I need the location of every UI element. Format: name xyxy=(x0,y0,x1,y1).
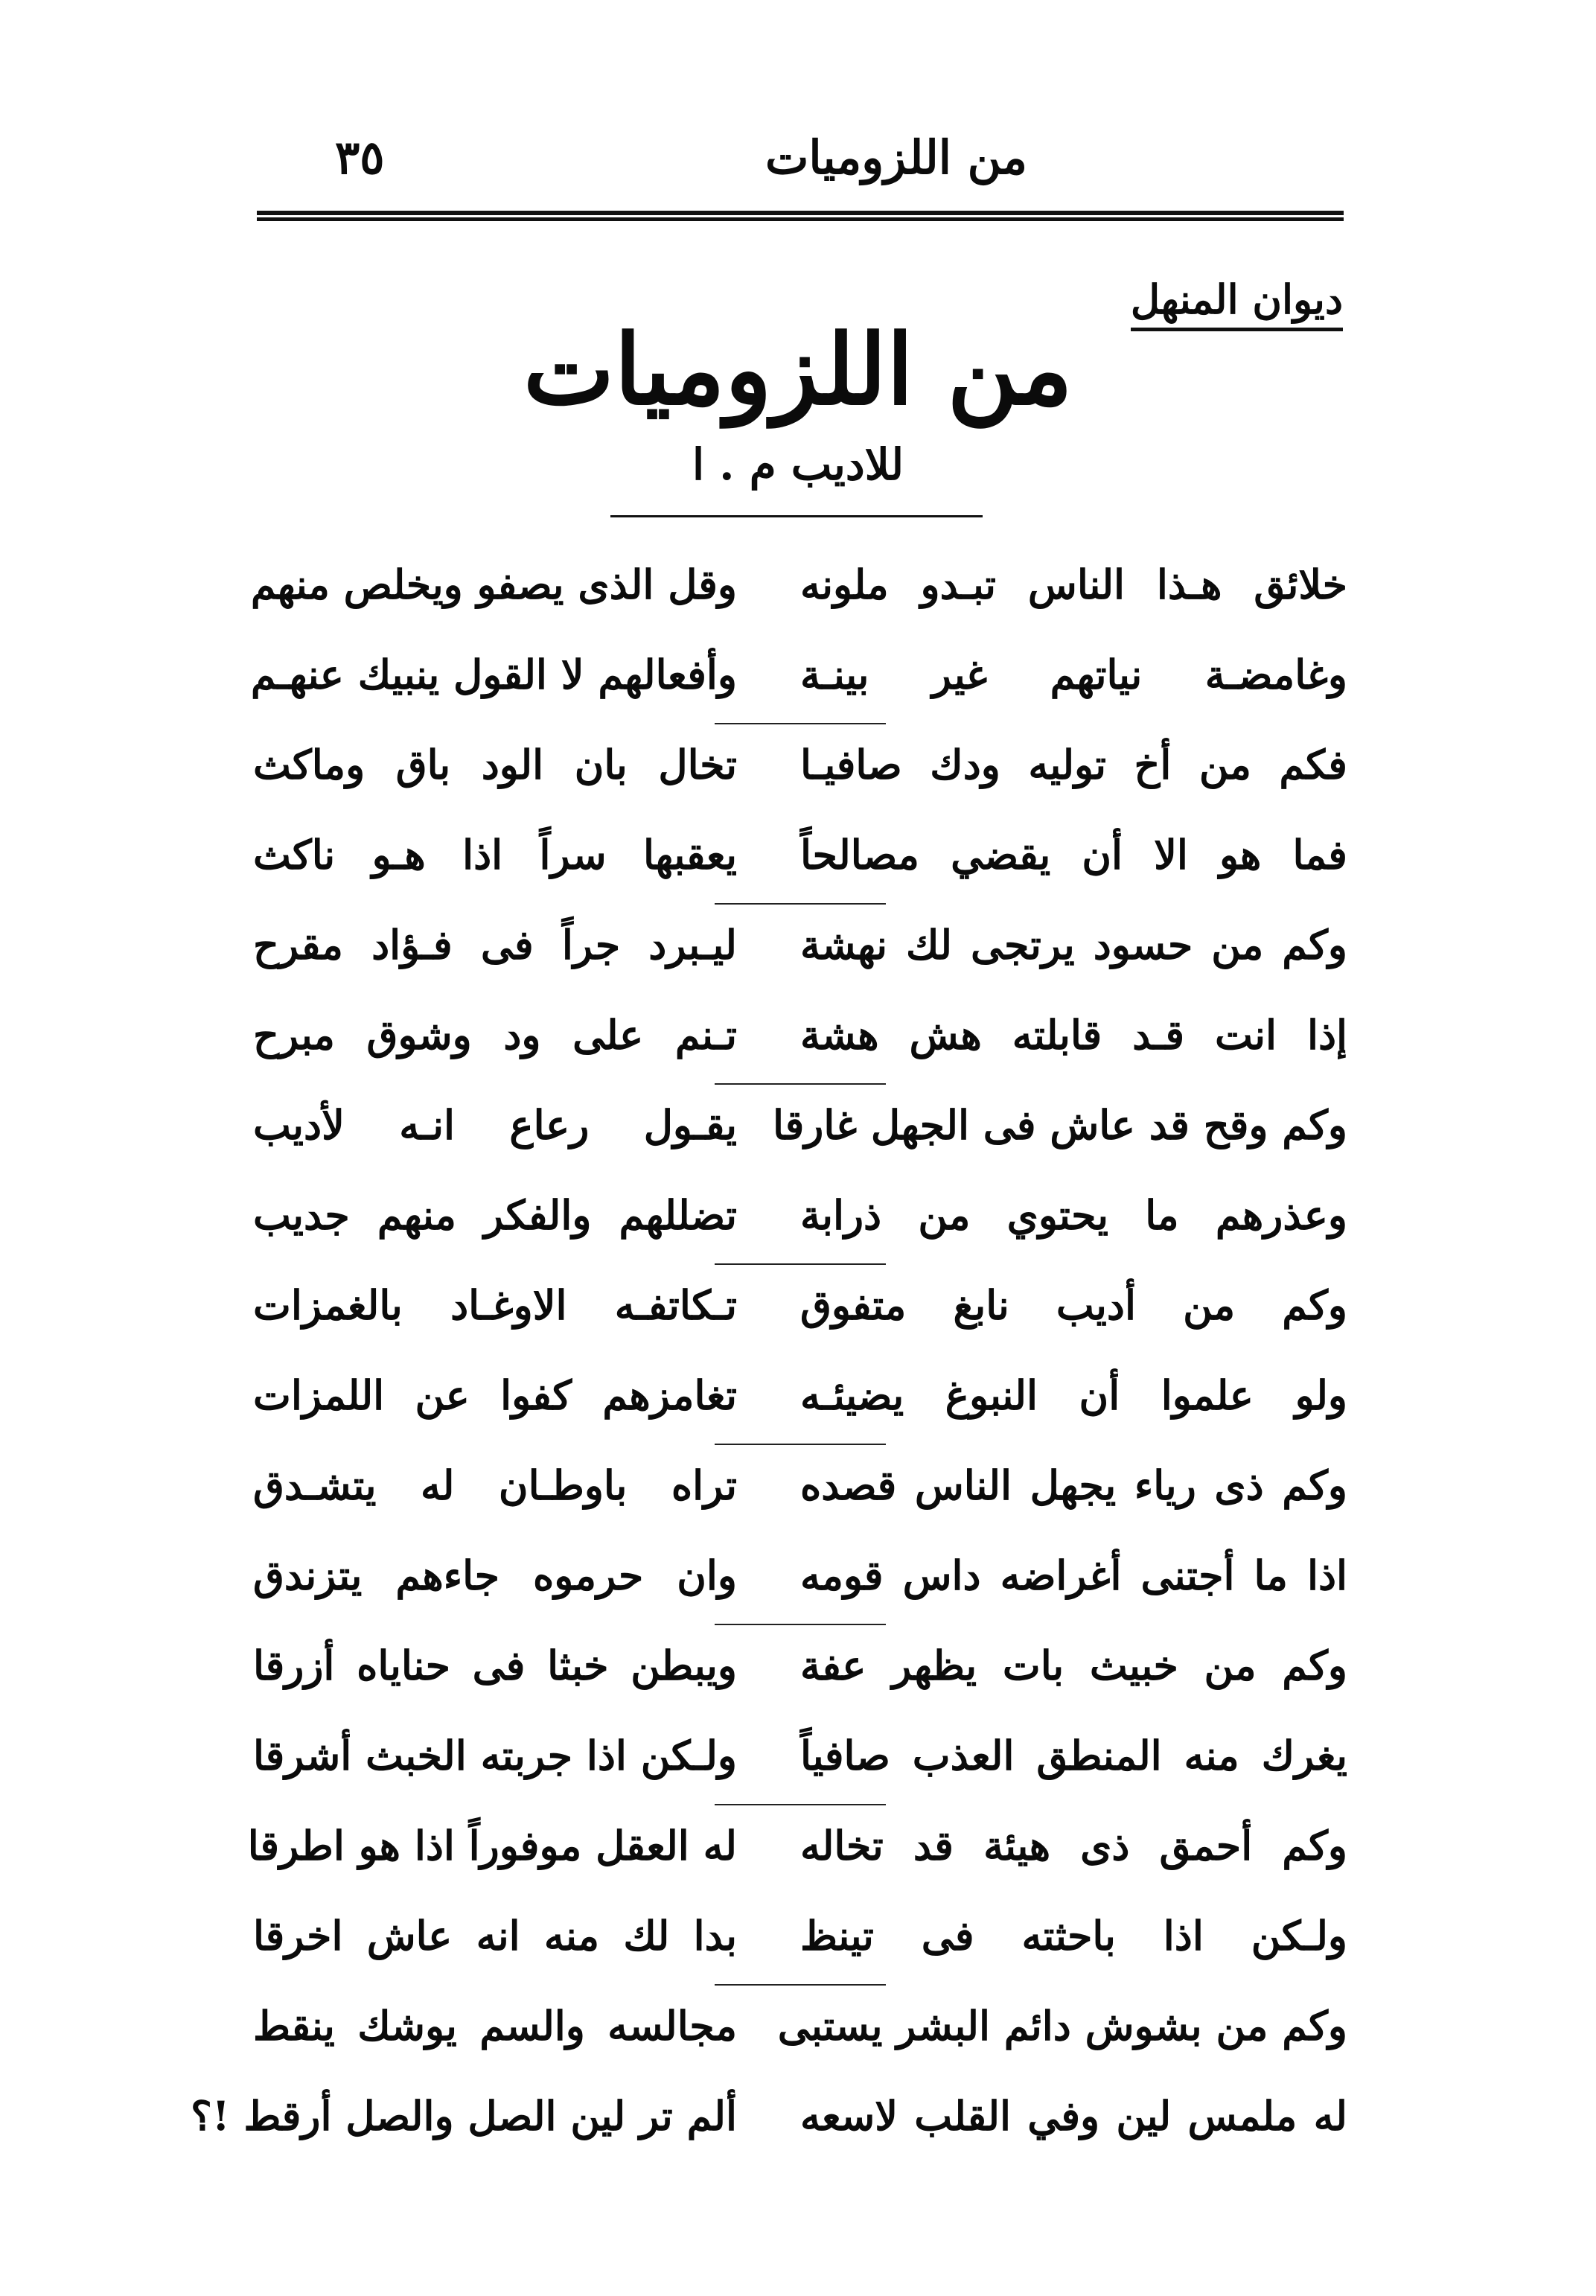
poem-body xyxy=(191,547,1347,2169)
stanza-separator xyxy=(715,1624,886,1625)
poem-title: من اللزوميات xyxy=(523,313,1073,427)
stanza xyxy=(253,1448,1347,1628)
first-hemistich: ولـكن اذا باحثته فى تينظ xyxy=(800,1912,1347,1959)
first-hemistich: وكم من حسود يرتجى لك نهشة xyxy=(800,921,1347,969)
first-hemistich: فما هو الا أن يقضي مصالحاً xyxy=(800,831,1347,878)
second-hemistich: يعقبها سراً اذا هـو ناكث xyxy=(253,831,737,878)
header-rule xyxy=(257,211,1344,221)
verse xyxy=(253,1448,1347,1538)
title-rule xyxy=(610,515,983,517)
stanza xyxy=(253,1268,1347,1448)
verse xyxy=(253,1538,1347,1628)
section-label: ديوان المنهل xyxy=(1131,275,1343,331)
verse xyxy=(253,1898,1347,1989)
stanza-separator xyxy=(715,1984,886,1986)
verse xyxy=(253,1989,1347,2079)
second-hemistich: ألم تر لين الصل والصل أرقط !؟ xyxy=(191,2092,737,2140)
stanza xyxy=(247,1808,1347,1989)
second-hemistich: له العقل موفوراً اذا هو اطرقا xyxy=(247,1822,737,1869)
first-hemistich: وكم من بشوش دائم البشر يستبى xyxy=(777,2002,1347,2050)
stanza-separator xyxy=(715,1804,886,1805)
verse xyxy=(250,547,1347,637)
second-hemistich: وقل الذى يصفو ويخلص منهم xyxy=(250,561,737,608)
second-hemistich: تراه باوطـان له يتشـدق xyxy=(253,1461,737,1509)
verse xyxy=(253,1358,1347,1448)
verse xyxy=(253,1088,1347,1178)
first-hemistich: وكم ذى رياء يجهل الناس قصده xyxy=(800,1461,1347,1509)
verse xyxy=(247,1808,1347,1898)
stanza-separator xyxy=(715,1083,886,1085)
verse xyxy=(253,908,1347,998)
first-hemistich: اذا ما أجتنى أغراضه داس قومه xyxy=(800,1552,1347,1599)
first-hemistich: وعذرهم ما يحتوي من ذرابة xyxy=(800,1191,1347,1239)
first-hemistich: وغامضـة نياتهم غير بينـة xyxy=(800,651,1347,698)
stanza xyxy=(253,908,1347,1088)
stanza xyxy=(191,1989,1347,2169)
poem-author: للاديب م . ا xyxy=(692,439,904,490)
first-hemistich: خلائق هـذا الناس تبـدو ملونه xyxy=(800,561,1347,608)
second-hemistich: ولـكن اذا جربته الخبث أشرقا xyxy=(253,1732,737,1779)
running-title: من اللزوميات xyxy=(765,130,1027,185)
second-hemistich: تغامزهم كفوا عن اللمزات xyxy=(253,1371,737,1419)
first-hemistich: إذا انت قـد قابلته هش هشة xyxy=(800,1011,1347,1059)
first-hemistich: فكم من أخ توليه ودك صافيـا xyxy=(800,741,1347,788)
first-hemistich: وكم من خبيث بات يظهر عفة xyxy=(800,1642,1347,1689)
verse xyxy=(253,727,1347,817)
first-hemistich: يغرك منه المنطق العذب صافياً xyxy=(800,1732,1347,1779)
verse xyxy=(253,998,1347,1088)
stanza xyxy=(250,547,1347,727)
second-hemistich: تضللهم والفكر منهم جديب xyxy=(253,1191,737,1239)
stanza-separator xyxy=(715,903,886,905)
first-hemistich: وكم وقح قد عاش فى الجهل غارقا xyxy=(773,1101,1347,1149)
verse xyxy=(253,817,1347,908)
second-hemistich: يقـول رعاع انـه لأديب xyxy=(253,1101,737,1149)
second-hemistich: وان حرموه جاءهم يتزندق xyxy=(253,1552,737,1599)
first-hemistich: وكم أحمق ذى هيئة قد تخاله xyxy=(800,1822,1347,1869)
stanza xyxy=(253,1088,1347,1268)
second-hemistich: تـنم على ود وشوق مبرح xyxy=(253,1011,737,1059)
verse xyxy=(250,637,1347,727)
second-hemistich: ليـبرد جراً فى فـؤاد مقرح xyxy=(253,921,737,969)
first-hemistich: وكم من أديب نابغ متفوق xyxy=(800,1281,1347,1329)
verse xyxy=(253,1268,1347,1358)
first-hemistich: له ملمس لين وفي القلب لاسعه xyxy=(800,2092,1347,2140)
stanza-separator xyxy=(715,1444,886,1445)
second-hemistich: تـكاتفـه الاوغـاد بالغمزات xyxy=(253,1281,737,1329)
verse xyxy=(253,1718,1347,1808)
first-hemistich: ولو علموا أن النبوغ يضيئـه xyxy=(800,1371,1347,1419)
page-number: ٣٥ xyxy=(335,130,385,185)
second-hemistich: بدا لك منه انه عاش اخرقا xyxy=(253,1912,737,1959)
verse xyxy=(191,2079,1347,2169)
second-hemistich: تخال بان الود باق وماكث xyxy=(253,741,737,788)
running-header xyxy=(253,130,1347,197)
stanza-separator xyxy=(715,723,886,724)
second-hemistich: ويبطن خبثا فى حناياه أزرقا xyxy=(253,1642,737,1689)
second-hemistich: وأفعالهم لا القول ينبيك عنهـم xyxy=(250,651,737,698)
stanza xyxy=(253,727,1347,908)
second-hemistich: مجالسه والسم يوشك ينقط xyxy=(253,2002,737,2050)
stanza-separator xyxy=(715,1263,886,1265)
verse xyxy=(253,1178,1347,1268)
verse xyxy=(253,1628,1347,1718)
stanza xyxy=(253,1628,1347,1808)
